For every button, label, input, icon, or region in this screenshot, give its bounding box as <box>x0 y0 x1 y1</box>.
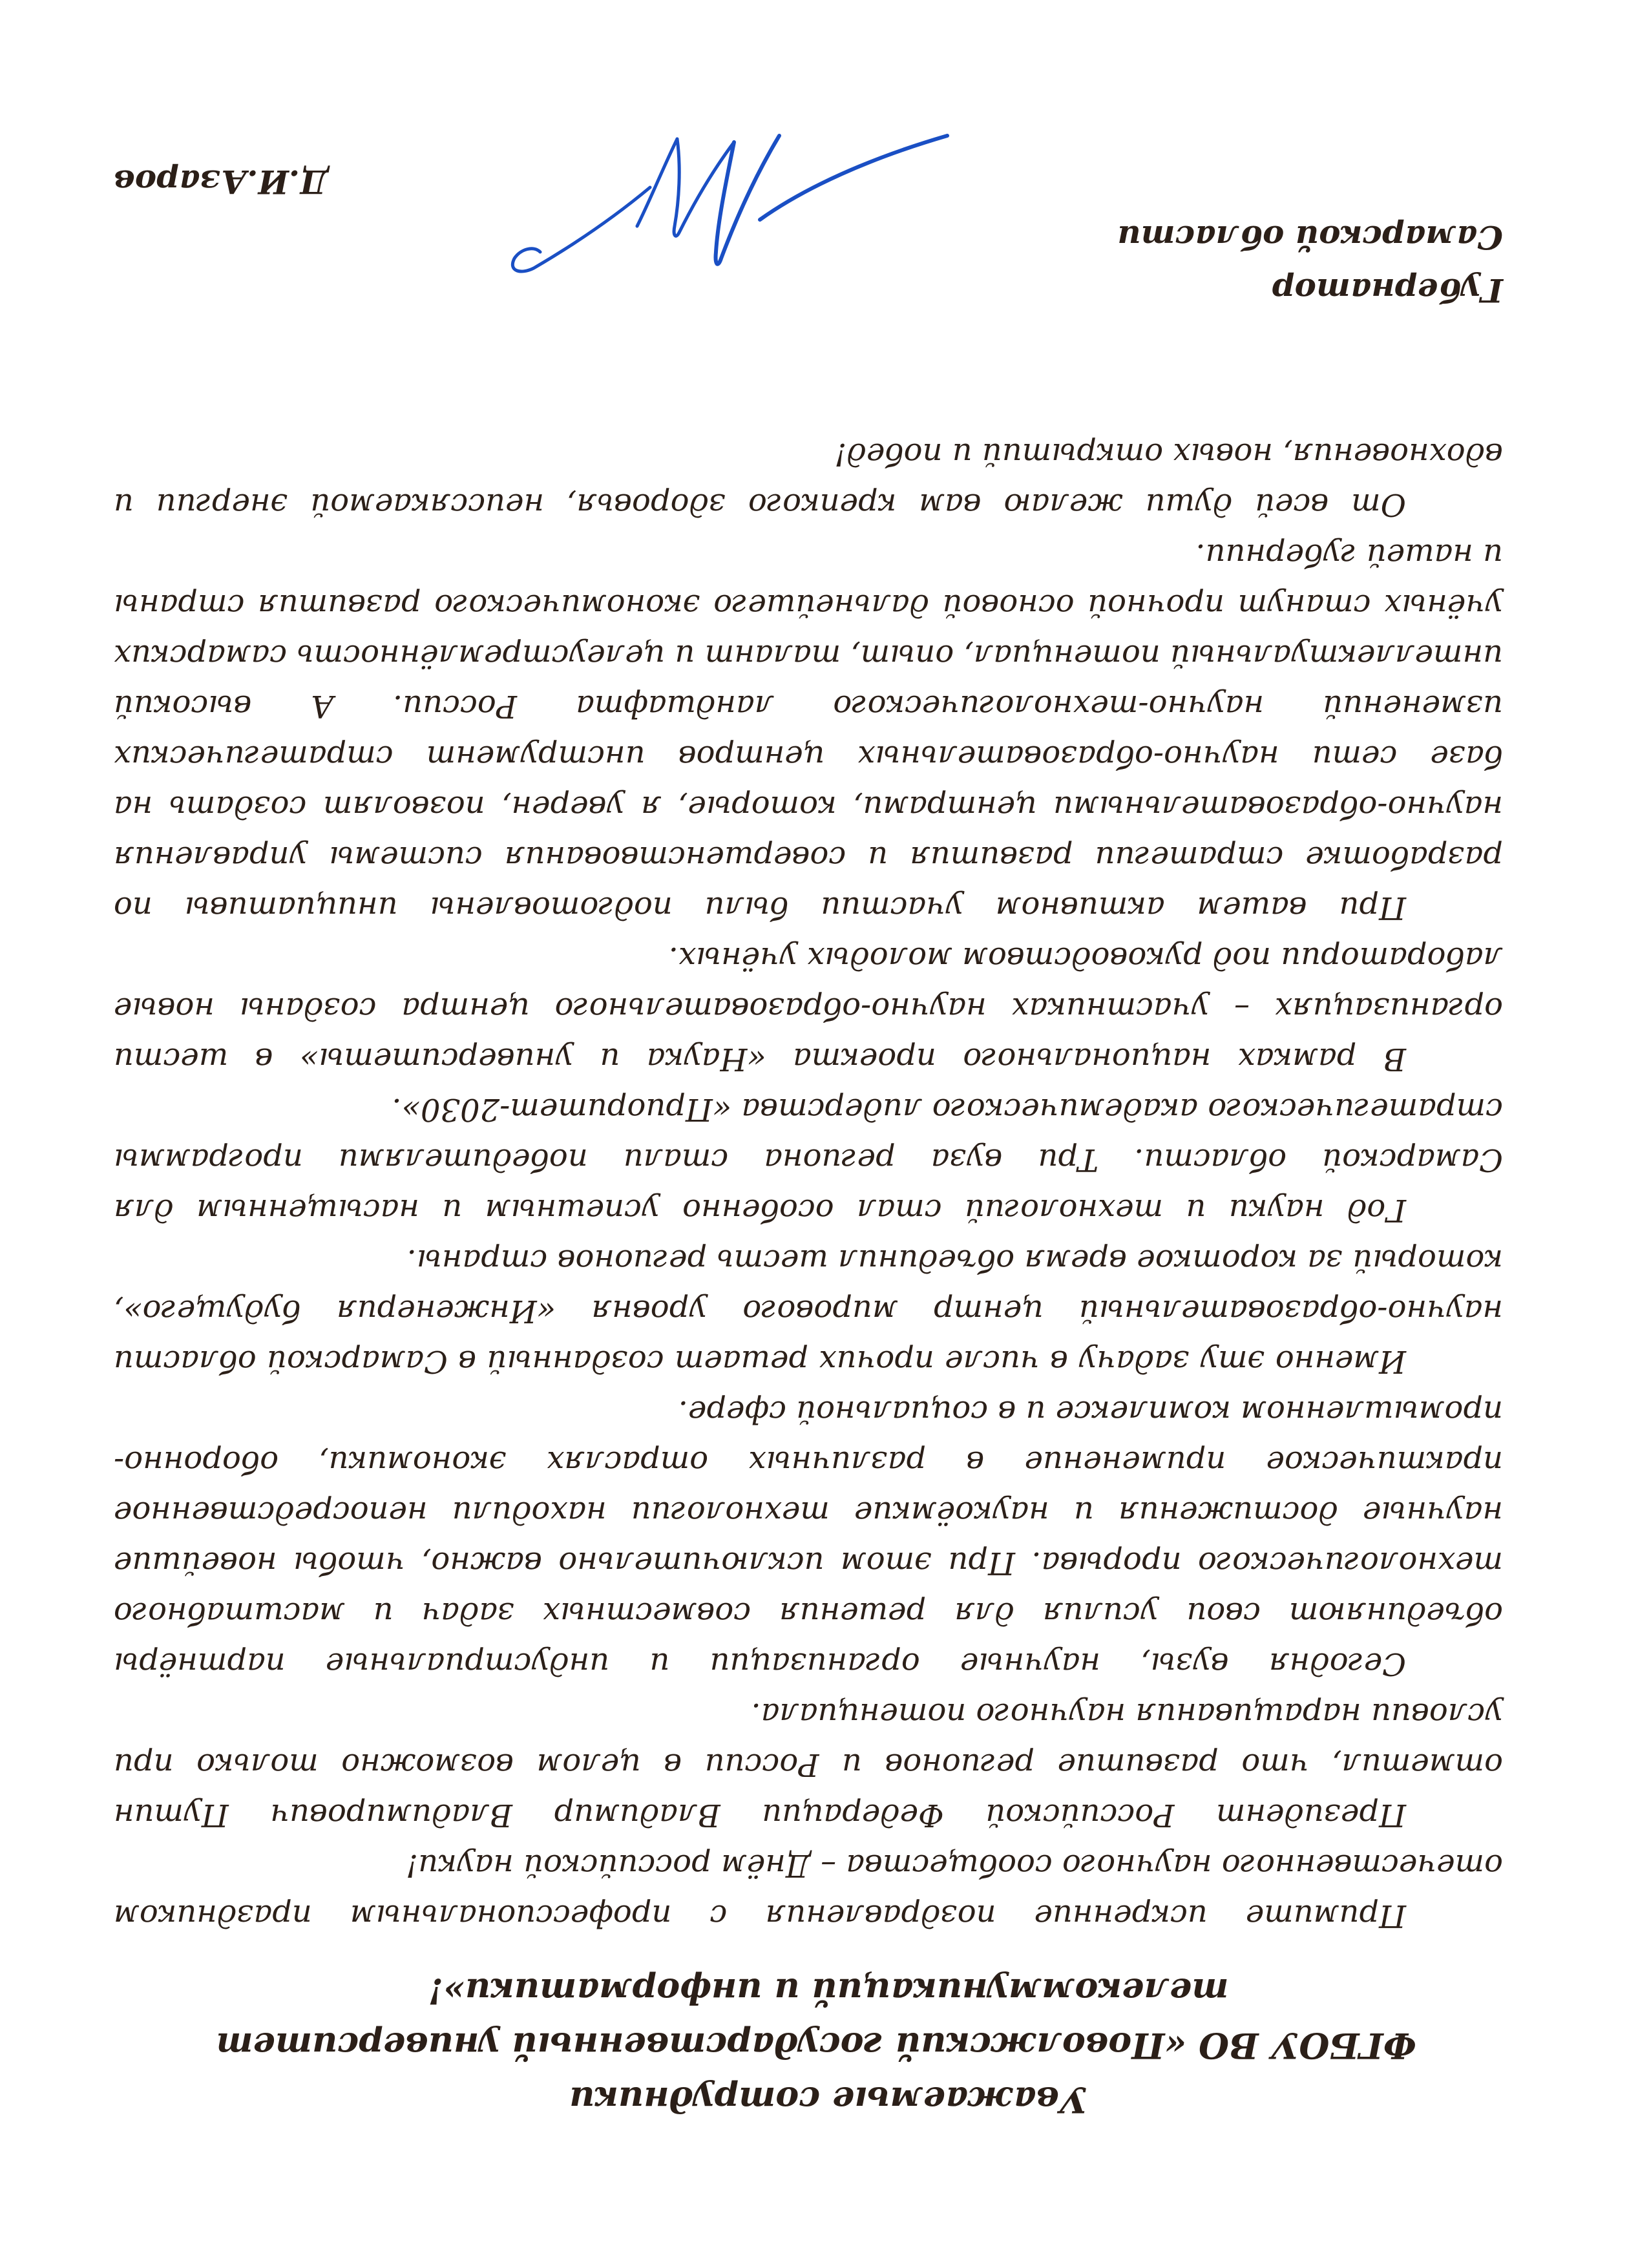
heading-line: ФГБОУ ВО «Поволжский государственный университет <box>216 2025 1416 2066</box>
paragraph: В рамках национального проекта «Наука и университеты» в шести организациях – участниках научно-образовательного центра созданы новые лаборатории под руководством молодых учёных. <box>114 940 1503 1077</box>
paragraph: Сегодня вузы, научные организации и индустриальные партнёры объединяют свои усилия для решения совместных задач и масштабного технологического прорыва. При этом исключительно важно, чтобы новейшие научные достижения и наукоёмкие технологии находили непосредственное практическое применение в различных отраслях экономики, оборонно-промышленном комплексе и в социальной сфере. <box>114 1394 1503 1682</box>
paragraph: Год науки и технологий стал особенно успешным и насыщенным для Самарской области. Три вуза региона стали победителями программы стратегического академического лидерства «Приоритет-2030». <box>114 1091 1503 1228</box>
signature-block <box>114 123 1503 317</box>
paragraph: От всей души желаю вам крепкого здоровья, неиссякаемой энергии и вдохновения, новых открытий и побед! <box>114 436 1503 523</box>
handwritten-signature-icon <box>469 116 973 297</box>
letter-heading <box>216 1964 1416 2127</box>
heading-line: телекоммуникаций и информатики»! <box>428 1971 1229 2012</box>
letter-body <box>114 429 1503 1941</box>
heading-line: Уважаемые сотрудники <box>569 2079 1087 2121</box>
signatory-title <box>1117 211 1503 317</box>
signatory-name: Д.И.Азаров <box>114 163 329 201</box>
signatory-title-line: Самарской области <box>1117 218 1503 257</box>
paragraph: Примите искренние поздравления с профессиональным праздником отечественного научного сообщества – Днём российской науки! <box>114 1847 1503 1934</box>
paragraph: При вашем активном участии были подготовлены инициативы по разработке стратегии развития и совершенствования системы управления научно-образовательными центрами, которые, я уверен, позволят создать на базе сети научно-образовательных центров инструмент стратегических изменений научно-технологического ландшафта России. А высокий интеллектуальный потенциал, опыт, талант и целеустремлённость самарских учёных станут прочной основой дальнейшего экономического развития страны и нашей губернии. <box>114 537 1503 926</box>
paragraph: Президент Российской Федерации Владимир Владимирович Путин отметил, что развитие регионов и России в целом возможно только при условии наращивания научного потенциала. <box>114 1696 1503 1833</box>
signatory-title-line: Губернатор <box>1272 271 1503 310</box>
paragraph: Именно эту задачу в числе прочих решает созданный в Самарской области научно-образовательный центр мирового уровня «Инженерия будущего», который за короткое время объединил шесть регионов страны. <box>114 1243 1503 1380</box>
